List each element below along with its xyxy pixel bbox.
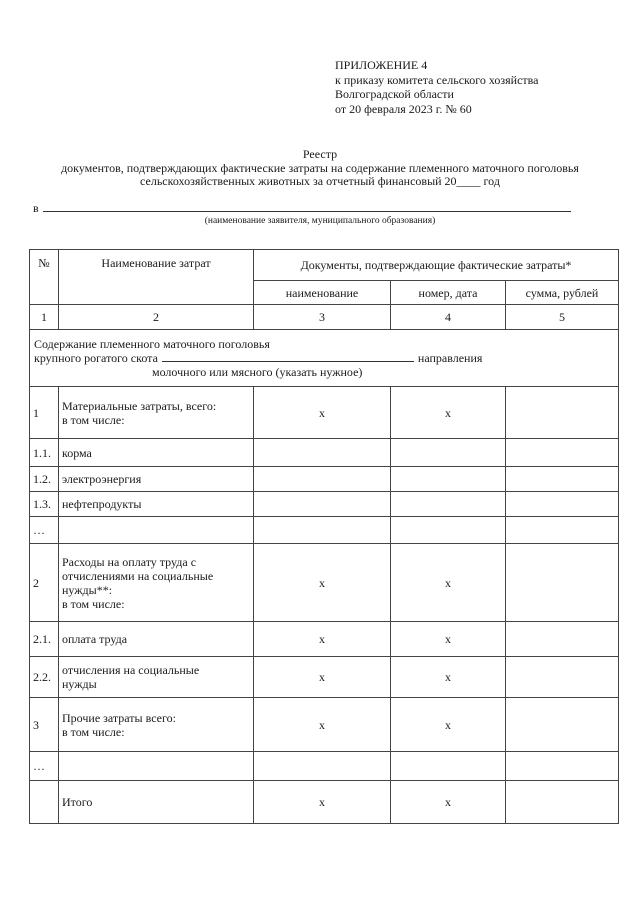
table-row (30, 752, 619, 781)
section-line-2 (34, 351, 614, 365)
table-row (30, 387, 619, 439)
row-number: 1.3. (30, 492, 59, 517)
header-num: № (30, 250, 59, 305)
row-doc-name (254, 439, 391, 467)
table-row (30, 698, 619, 752)
row-doc-name: х (254, 698, 391, 752)
table-row (30, 492, 619, 517)
col-number: 5 (506, 305, 619, 330)
row-number: 2.2. (30, 657, 59, 698)
title-line-1: Реестр (302, 147, 338, 161)
row-name: Прочие затраты всего: в том числе: (59, 698, 254, 752)
row-doc-name: х (254, 781, 391, 824)
applicant-hint: (наименование заявителя, муниципального образования) (204, 216, 436, 226)
row-doc-sum (506, 439, 619, 467)
section-line-1: Содержание племенного маточного поголовья (34, 337, 270, 351)
applicant-line (33, 201, 571, 216)
row-doc-name (254, 752, 391, 781)
row-doc-number (391, 439, 506, 467)
row-doc-number (391, 752, 506, 781)
header-name: Наименование затрат (59, 250, 254, 305)
row-doc-number (391, 492, 506, 517)
row-doc-sum (506, 492, 619, 517)
header-docs: Документы, подтверждающие фактические затраты* (254, 250, 619, 281)
row-doc-sum (506, 387, 619, 439)
row-doc-number: х (391, 698, 506, 752)
annex-header (335, 58, 539, 116)
row-number: … (30, 517, 59, 544)
row-doc-name: х (254, 544, 391, 622)
applicant-prefix: в (33, 201, 39, 215)
row-doc-sum (506, 544, 619, 622)
row-doc-number (391, 517, 506, 544)
row-number: 3 (30, 698, 59, 752)
section-direction-label: направления (417, 351, 483, 365)
row-doc-sum (506, 698, 619, 752)
table-row (30, 517, 619, 544)
table-row (30, 781, 619, 824)
row-name: нефтепродукты (59, 492, 254, 517)
row-name: Расходы на оплату труда с отчислениями на социальные нужды**: в том числе: (59, 544, 254, 622)
row-doc-sum (506, 622, 619, 657)
registry-table (29, 249, 619, 824)
annex-region-line: Волгоградской области (335, 87, 454, 102)
title-line-3: сельскохозяйственных животных за отчетный финансовый 20____ год (140, 174, 500, 188)
row-doc-name: х (254, 387, 391, 439)
header-doc-sum: сумма, рублей (506, 281, 619, 305)
table-row (30, 622, 619, 657)
row-doc-sum (506, 752, 619, 781)
row-doc-sum (506, 517, 619, 544)
row-name (59, 752, 254, 781)
header-doc-number: номер, дата (391, 281, 506, 305)
row-doc-number: х (391, 781, 506, 824)
row-doc-number (391, 467, 506, 492)
section-header (30, 330, 619, 387)
row-number: … (30, 752, 59, 781)
section-cattle-label: крупного рогатого скота (34, 351, 158, 365)
document-title (0, 148, 640, 189)
row-doc-number: х (391, 387, 506, 439)
row-name (59, 517, 254, 544)
annex-order-line: к приказу комитета сельского хозяйства (335, 72, 539, 87)
row-name: корма (59, 439, 254, 467)
row-name: электроэнергия (59, 467, 254, 492)
col-number: 3 (254, 305, 391, 330)
table-row (30, 657, 619, 698)
row-doc-name: х (254, 657, 391, 698)
row-number (30, 781, 59, 824)
col-number: 1 (30, 305, 59, 330)
header-doc-name: наименование (254, 281, 391, 305)
row-number: 2.1. (30, 622, 59, 657)
col-number: 2 (59, 305, 254, 330)
annex-title: ПРИЛОЖЕНИЕ 4 (335, 58, 428, 72)
row-doc-name (254, 517, 391, 544)
row-doc-number: х (391, 622, 506, 657)
row-name: отчисления на социальные нужды (59, 657, 254, 698)
row-doc-sum (506, 467, 619, 492)
row-number: 2 (30, 544, 59, 622)
applicant-blank[interactable] (43, 201, 571, 212)
row-doc-name (254, 467, 391, 492)
row-doc-number: х (391, 657, 506, 698)
title-line-2: документов, подтверждающих фактические затраты на содержание племенного маточного поголовья (61, 160, 579, 175)
table-row (30, 467, 619, 492)
row-doc-sum (506, 781, 619, 824)
row-doc-sum (506, 657, 619, 698)
row-name: Итого (59, 781, 254, 824)
row-number: 1.1. (30, 439, 59, 467)
section-line-3: молочного или мясного (указать нужное) (152, 365, 363, 379)
section-direction-blank[interactable] (162, 351, 414, 362)
row-doc-number: х (391, 544, 506, 622)
col-number: 4 (391, 305, 506, 330)
row-number: 1.2. (30, 467, 59, 492)
annex-date-line: от 20 февраля 2023 г. № 60 (335, 101, 472, 116)
row-number: 1 (30, 387, 59, 439)
row-doc-name (254, 492, 391, 517)
row-name: оплата труда (59, 622, 254, 657)
table-row (30, 439, 619, 467)
row-name: Материальные затраты, всего: в том числе: (59, 387, 254, 439)
row-doc-name: х (254, 622, 391, 657)
table-row (30, 544, 619, 622)
